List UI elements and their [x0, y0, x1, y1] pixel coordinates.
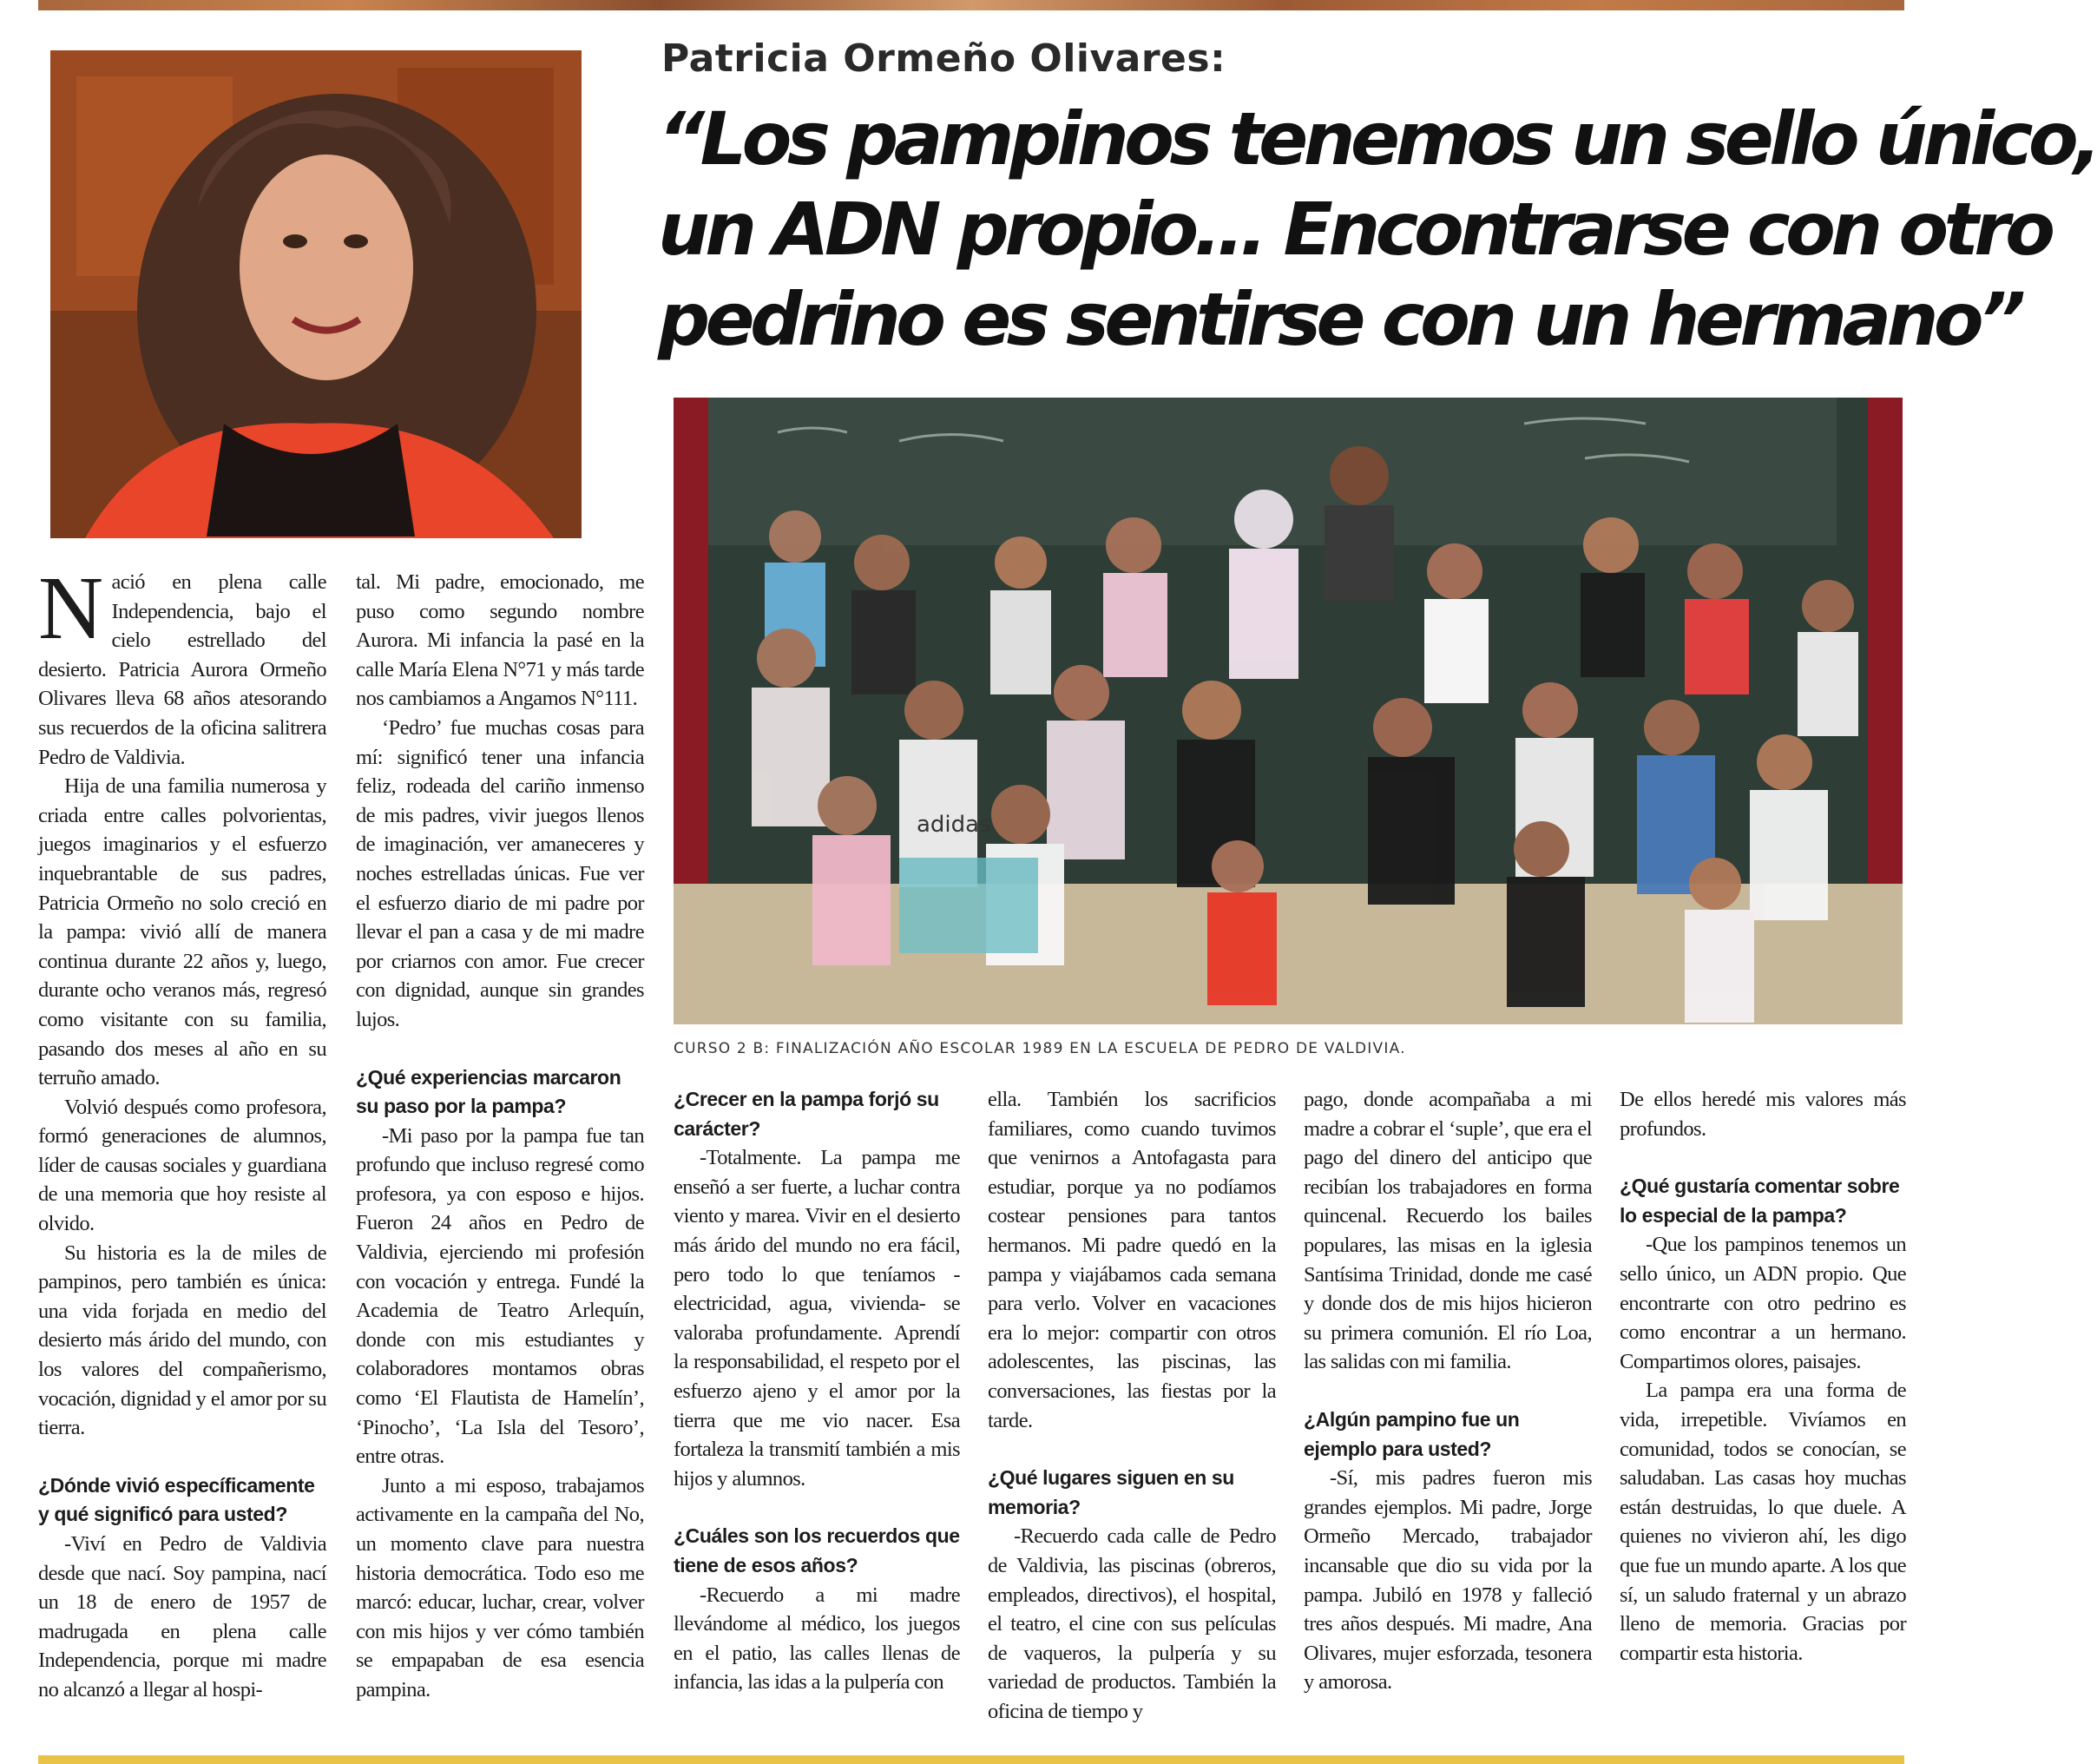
interview-answer: -Mi paso por la pampa fue tan profundo que incluso regresé como profesora, ya con esposo e hijos. Fueron 24 años en Pedro de Valdivia, ejerciendo mi profesión con vocación y entrega. Fundé la Academia de Teatro Arlequín, donde con mis estudiantes y colaboradores montamos obras como ‘El Flautista de Hamelín’, ‘Pinocho’, ‘La Isla del Tesoro’, entre otras.	[356, 1123, 644, 1469]
top-photo-strip	[38, 0, 1904, 10]
paragraph: ‘Pedro’ fue muchas cosas para mí: significó tener una infancia feliz, rodeada del cariño inmenso de mis padres, vivir juegos llenos de imaginación, ver amaneceres y noches estrelladas únicas. Fue ver el esfuerzo diario de mi padre por llevar el pan a casa y de mi madre por criarnos con amor. Fue crecer con dignidad, aunque sin grandes lujos.	[356, 715, 644, 1031]
article-column-4	[988, 1085, 1276, 1726]
article-column-2	[356, 568, 644, 1705]
headline-line: pedrino es sentirse con un hermano”	[658, 277, 2021, 362]
article-column-6	[1620, 1085, 1906, 1668]
interview-question: ¿Qué lugares siguen en su memoria?	[988, 1466, 1234, 1518]
paragraph: De ellos heredé mis valores más profundos.	[1620, 1088, 1906, 1141]
paragraph: Hija de una familia numerosa y criada entre calles polvorientas, juegos imaginarios y el esfuerzo inquebrantable de sus padres, Patricia Ormeño no solo creció en la pampa: vivió allí de manera continua durante 22 años y, luego, durante ocho veranos más, regresó como visitante con su familia, pasando dos meses al año en su terruño amado.	[38, 774, 326, 1090]
paragraph: Volvió después como profesora, formó generaciones de alumnos, líder de causas sociales y guardiana de una memoria que hoy resiste al olvido.	[38, 1095, 326, 1236]
interview-answer: La pampa era una forma de vida, irrepetible. Vivíamos en comunidad, todos se conocían, se saludaban. Las casas hoy muchas están destruidas, lo que duele. A quienes no vivieron ahí, les digo que fue un mundo aparte. A los que sí, un saludo fraternal y un abrazo lleno de memoria. Gracias por compartir esta historia.	[1620, 1379, 1906, 1665]
class-photo	[674, 398, 1903, 1024]
interview-question: ¿Qué experiencias marcaron su paso por la pampa?	[356, 1065, 621, 1118]
headline-line: un ADN propio... Encontrarse con otro	[658, 187, 2051, 272]
article-column-3	[674, 1085, 960, 1697]
interview-answer: Junto a mi esposo, trabajamos activamente en la campaña del No, un momento clave para nuestra historia democrática. Todo eso me marcó: educar, luchar, crear, volver con mis hijos y ver cómo también se empapaban de esa esencia pampina.	[356, 1473, 644, 1701]
interview-question: ¿Qué gustaría comentar sobre lo especial de la pampa?	[1620, 1175, 1900, 1227]
paragraph: ació en plena calle Independencia, bajo el cielo estrellado del desierto. Patricia Aurora Ormeño Olivares lleva 68 años atesorando sus recuerdos de la oficina salitrera Pedro de Valdivia.	[38, 570, 326, 769]
article-headline	[658, 94, 2097, 365]
interview-answer: -Recuerdo a mi madre llevándome al médico, los juegos en el patio, las calles llenas de infancia, las idas a la pulpería con	[674, 1583, 960, 1695]
headline-line: “Los pampinos tenemos un sello único,	[658, 96, 2097, 181]
interview-answer: -Que los pampinos tenemos un sello único, un ADN propio. Que encontrarte con otro pedrino es como encontrar a un hermano. Compartimos olores, paisajes.	[1620, 1233, 1906, 1373]
paragraph: tal. Mi padre, emocionado, me puso como segundo nombre Aurora. Mi infancia la pasé en la calle María Elena N°71 y más tarde nos cambiamos a Angamos N°111.	[356, 570, 644, 711]
paragraph: ella. También los sacrificios familiares, como cuando tuvimos que venirnos a Antofagasta para estudiar, porque ya no podíamos costear pensiones para tantos hermanos. Mi padre quedó en la pampa y viajábamos cada semana para verlo. Volver en vacaciones era lo mejor: compartir con otros adolescentes, las piscinas, las conversaciones, las fiestas por la tarde.	[988, 1088, 1276, 1432]
photo-caption: CURSO 2 B: FINALIZACIÓN AÑO ESCOLAR 1989 EN LA ESCUELA DE PEDRO DE VALDIVIA.	[674, 1040, 1406, 1057]
interview-question: ¿Algún pampino fue un ejemplo para usted?	[1304, 1407, 1520, 1460]
article-column-5	[1304, 1085, 1592, 1697]
interview-question: ¿Crecer en la pampa forjó su carácter?	[674, 1088, 939, 1140]
article-column-1	[38, 558, 326, 1705]
portrait-photo	[50, 50, 582, 538]
interview-question: ¿Dónde vivió específicamente y qué significó para usted?	[38, 1473, 315, 1526]
interview-answer: -Totalmente. La pampa me enseñó a ser fuerte, a luchar contra viento y marea. Vivir en el desierto más árido del mundo no era fácil, pero todo lo que teníamos -electricidad, agua, vivienda- se valoraba profundamente. Aprendí la responsabilidad, el respeto por el esfuerzo ajeno y el amor por la tierra que me vio nacer. Esa fortaleza la transmití también a mis hijos y alumnos.	[674, 1146, 960, 1491]
paragraph: pago, donde acompañaba a mi madre a cobrar el ‘suple’, que era el pago del dinero del anticipo que recibían los trabajadores en forma quincenal. Recuerdo los bailes populares, las misas en la iglesia Santísima Trinidad, donde me casé y donde dos de mis hijos hicieron su primera comunión. El río Loa, las salidas con mi familia.	[1304, 1088, 1592, 1374]
article-kicker: Patricia Ormeño Olivares:	[661, 36, 1226, 81]
interview-answer: -Recuerdo cada calle de Pedro de Valdivia, las piscinas (obreros, empleados, directivos), el hospital, el teatro, el cine con sus películas de vaqueros, la pulpería y su variedad de productos. También la oficina de tiempo y	[988, 1524, 1276, 1723]
interview-answer: -Sí, mis padres fueron mis grandes ejemplos. Mi padre, Jorge Ormeño Mercado, trabajador incansable que dio su vida por la pampa. Jubiló en 1978 y falleció tres años después. Mi madre, Ana Olivares, mujer esforzada, tesonera y amorosa.	[1304, 1466, 1592, 1695]
interview-answer: -Viví en Pedro de Valdivia desde que nací. Soy pampina, nací un 18 de enero de 1957 de madrugada en plena calle Independencia, porque mi madre no alcanzó a llegar al hospi-	[38, 1532, 326, 1701]
drop-cap: N	[38, 558, 103, 658]
interview-question: ¿Cuáles son los recuerdos que tiene de esos años?	[674, 1524, 960, 1576]
bottom-rule	[38, 1755, 1904, 1764]
photo-shirt-text: adidas	[917, 812, 991, 838]
paragraph: Su historia es la de miles de pampinos, pero también es única: una vida forjada en medio del desierto más árido del mundo, con los valores del compañerismo, vocación, dignidad y el amor por su tierra.	[38, 1241, 326, 1440]
